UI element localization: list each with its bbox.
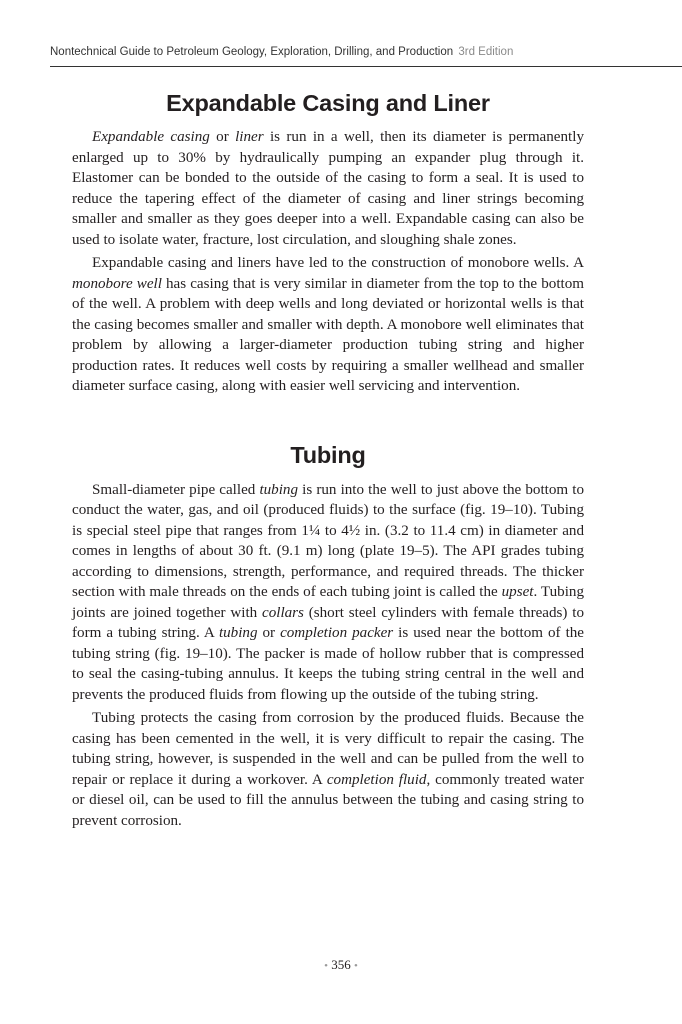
italic-term: completion packer bbox=[280, 625, 394, 641]
italic-term: monobore well bbox=[72, 275, 162, 292]
body-paragraph: Expandable casing and liners have led to the construction of monobore wells. A monobore well has casing that is very similar in diameter from the top to the bottom of the well. A problem with deep wells and long deviated or horizontal wells is that the casing becomes smaller and smaller with depth. A monobore well eliminates that problem by allowing a larger-diameter production tubing string and higher production rates. It reduces well costs by requiring a smaller wellhead and smaller diameter surface casing, along with easier well servicing and intervention. bbox=[72, 255, 584, 394]
section-expandable-casing bbox=[72, 90, 584, 397]
section-heading: Expandable Casing and Liner bbox=[166, 90, 490, 116]
section-tubing bbox=[72, 442, 584, 832]
italic-term: upset bbox=[501, 584, 534, 600]
body-paragraph: Tubing protects the casing from corrosion by the produced fluids. Because the casing has been cemented in the well, it is very difficult to repair the casing. The tubing string, however, is suspended in the well and can be pulled from the well to repair or replace it during a workover. A completion fluid, commonly treated water or diesel oil, can be used to fill the annulus between the tubing and casing string to prevent corrosion. bbox=[72, 710, 585, 829]
body-paragraph: Expandable casing or liner is run in a well, then its diameter is permanently enlarged up to 30% by hydraulically pumping an expander plug through it. Elastomer can be bonded to the outside of the casing to form a seal. It is used to reduce the tapering effect of the diameter of casing and liner strings becoming smaller and smaller as they goes deeper into a well. Expandable casing can also be used to isolate water, fracture, lost circulation, and sloughing shale zones. bbox=[72, 129, 584, 248]
body-paragraph: Small-diameter pipe called tubing is run into the well to just above the bottom to conduct the water, gas, and oil (produced fluids) to the surface (fig. 19–10). Tubing is special steel pipe that ranges from 1¼ to 4½ in. (3.2 to 11.4 cm) in diameter and comes in lengths of about 30 ft. (9.1 m) long (plate 19–5). The API grades tubing according to dimensions, strength, performance, and required threads. The thicker section with male threads on the ends of each tubing joint is called the upset. Tubing joints are joined together with collars (short steel cylinders with female threads) to form a tubing string. A tubing or completion packer is used near the bottom of the tubing string (fig. 19–10). The packer is made of hollow rubber that is compressed to seal the casing-tubing annulus. It keeps the tubing string central in the well and prevents the produced fluids from flowing up the outside of the tubing string. bbox=[72, 481, 585, 703]
page-number bbox=[0, 957, 682, 973]
page-number-value: 356 bbox=[331, 957, 351, 972]
italic-term: tubing bbox=[259, 481, 299, 498]
italic-term: Expandable casing bbox=[92, 129, 210, 145]
section-heading: Tubing bbox=[290, 441, 366, 468]
italic-term: liner bbox=[235, 129, 264, 145]
folio-bullet: • bbox=[354, 960, 358, 972]
folio-bullet: • bbox=[324, 960, 328, 972]
edition-label: 3rd Edition bbox=[458, 46, 514, 58]
page-body bbox=[72, 84, 584, 834]
running-head bbox=[50, 46, 682, 61]
italic-term: completion fluid bbox=[326, 771, 427, 788]
header-rule bbox=[50, 66, 682, 67]
book-title: Nontechnical Guide to Petroleum Geology, Exploration, Drilling, and Production bbox=[50, 46, 454, 58]
italic-term: tubing bbox=[218, 625, 258, 641]
italic-term: collars bbox=[262, 604, 304, 621]
